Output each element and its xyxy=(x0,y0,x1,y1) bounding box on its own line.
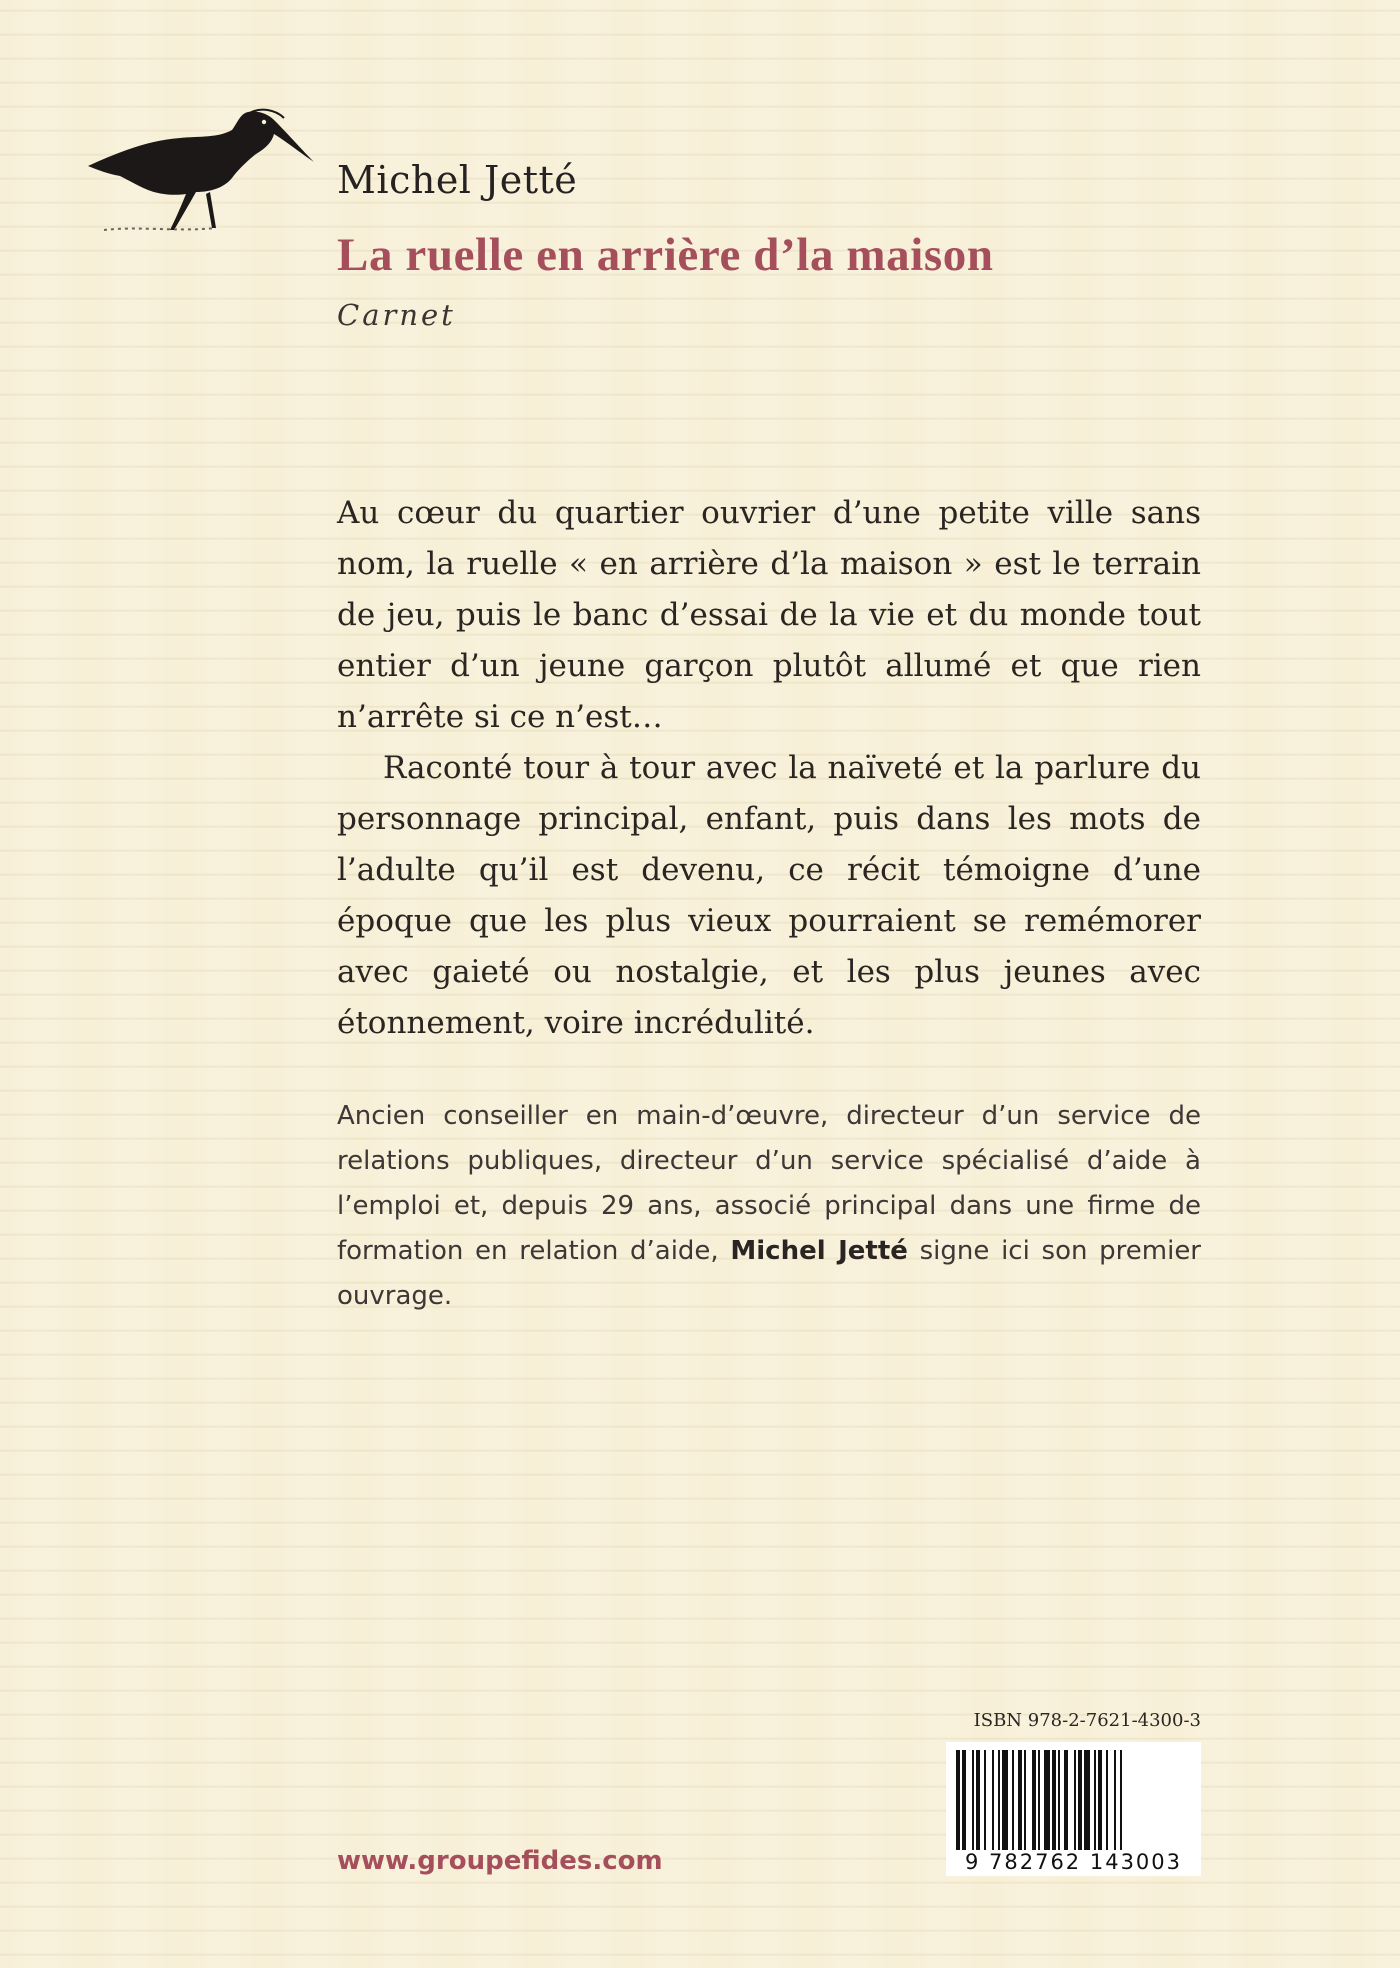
barcode-bar xyxy=(956,1750,960,1850)
barcode-bar xyxy=(1084,1750,1090,1850)
barcode-bar xyxy=(1032,1750,1036,1850)
heron-icon xyxy=(88,108,338,238)
barcode-bar xyxy=(1012,1750,1014,1850)
bio-author-name: Michel Jetté xyxy=(730,1236,908,1266)
barcode-bar xyxy=(1098,1750,1102,1850)
barcode xyxy=(946,1742,1201,1876)
barcode-bar xyxy=(998,1750,1000,1850)
barcode-bar xyxy=(1064,1750,1068,1850)
barcode-bar xyxy=(1058,1750,1060,1850)
author-name: Michel Jetté xyxy=(337,158,578,202)
barcode-bar xyxy=(1002,1750,1008,1850)
barcode-digits: 9 782762 143003 xyxy=(946,1850,1201,1874)
barcode-bar xyxy=(1044,1750,1050,1850)
barcode-bar xyxy=(1018,1750,1022,1850)
barcode-bar xyxy=(1074,1750,1076,1850)
barcode-bar xyxy=(976,1750,980,1850)
barcode-bar xyxy=(1038,1750,1040,1850)
bio-text-end: signe ici son premier ouvrage. xyxy=(337,1236,1202,1311)
barcode-bar xyxy=(1114,1750,1116,1850)
author-bio xyxy=(337,1094,1201,1319)
bio-text-start: Ancien conseiller en main-d’œuvre, directeur d’un service de relations publiques, directeur d’un service spécialisé d’aide à l’emploi et, depuis 29 ans, associé principal dans une firme de formation en relation d’aide, xyxy=(337,1101,1201,1266)
barcode-bar xyxy=(1052,1750,1056,1850)
blurb-paragraph-2: Raconté tour à tour avec la naïveté et la parlure du personnage principal, enfant, puis dans les mots de l’adulte qu’il est devenu, ce récit témoigne d’une époque que les plus vieux pourraient se remémorer avec gaieté ou nostalgie, et les plus jeunes avec étonnement, voire incrédulité. xyxy=(337,750,1201,1041)
barcode-bar xyxy=(984,1750,986,1850)
barcode-bar xyxy=(972,1750,974,1850)
barcode-bar xyxy=(1106,1750,1108,1850)
book-title: La ruelle en arrière d’la maison xyxy=(337,229,994,281)
book-blurb xyxy=(337,488,1201,1049)
blurb-paragraph-1: Au cœur du quartier ouvrier d’une petite ville sans nom, la ruelle « en arrière d’la maison » est le terrain de jeu, puis le banc d’essai de la vie et du monde tout entier d’un jeune garçon plutôt allumé et que rien n’arrête si ce n’est… xyxy=(337,495,1201,735)
publisher-website-link[interactable]: www.groupefides.com xyxy=(337,1846,663,1876)
barcode-bar xyxy=(1094,1750,1096,1850)
barcode-bar xyxy=(1120,1750,1122,1850)
barcode-bar xyxy=(962,1750,966,1850)
book-subtitle: Carnet xyxy=(337,298,456,332)
heron-logo xyxy=(88,108,338,238)
barcode-bar xyxy=(1078,1750,1082,1850)
barcode-bar xyxy=(992,1750,994,1850)
isbn-label: ISBN 978-2-7621-4300-3 xyxy=(973,1710,1201,1731)
barcode-bar xyxy=(1024,1750,1026,1850)
